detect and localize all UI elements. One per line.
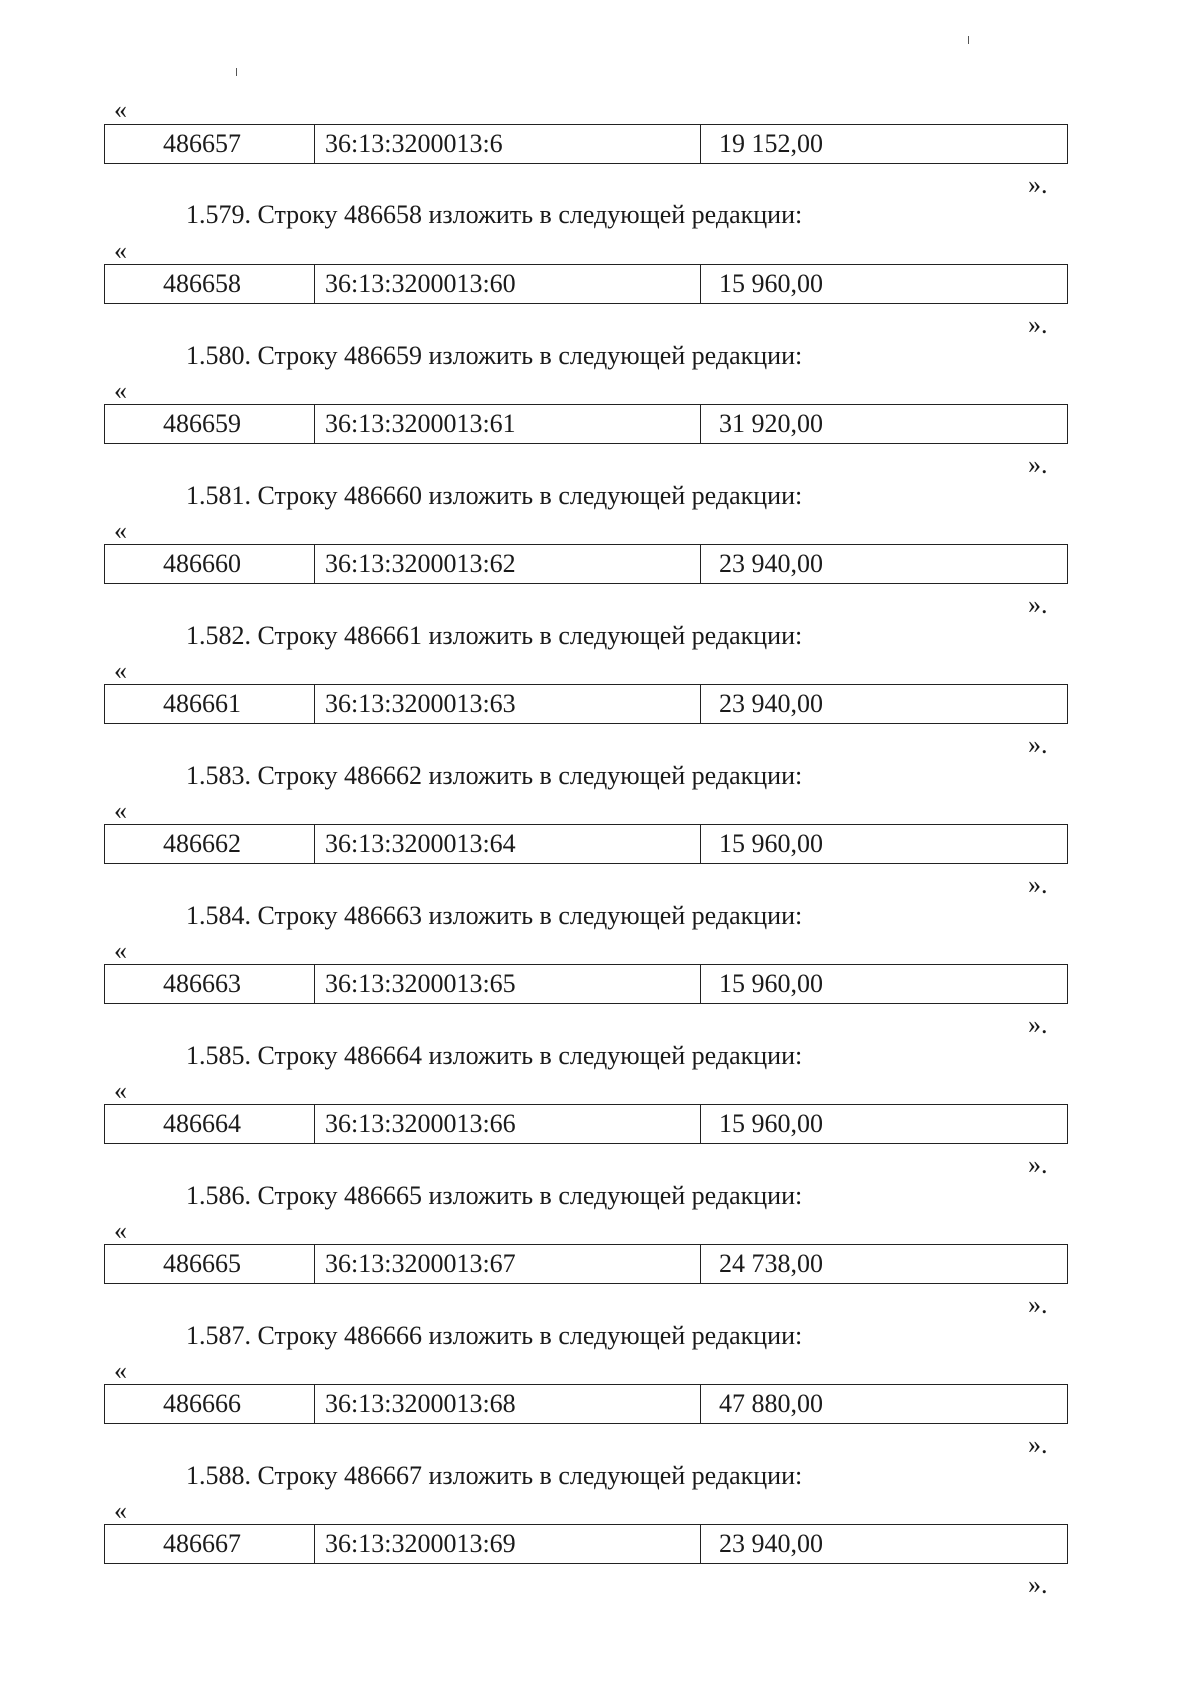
row-number: 486667 <box>105 1525 315 1563</box>
open-quote: « <box>114 516 127 545</box>
table-row <box>104 1244 1068 1284</box>
open-quote: « <box>114 936 127 965</box>
table-row <box>104 264 1068 304</box>
cadastral-value: 47 880,00 <box>719 1389 823 1418</box>
cadastral-value: 15 960,00 <box>719 829 823 858</box>
row-number: 486666 <box>105 1385 315 1423</box>
close-quote: ». <box>1028 310 1048 339</box>
close-quote: ». <box>1028 170 1048 199</box>
table-row <box>104 404 1068 444</box>
row-number: 486658 <box>105 265 315 303</box>
cadastral-value: 23 940,00 <box>719 549 823 578</box>
cadastral-value: 23 940,00 <box>719 689 823 718</box>
cadastral-number: 36:13:3200013:60 <box>315 265 701 303</box>
scan-mark <box>236 68 237 76</box>
open-quote: « <box>114 1496 127 1525</box>
open-quote: « <box>114 1356 127 1385</box>
amendment-heading: 1.582. Строку 486661 изложить в следующей редакции: <box>186 621 803 650</box>
open-quote: « <box>114 95 127 124</box>
cadastral-value: 31 920,00 <box>719 409 823 438</box>
row-number: 486662 <box>105 825 315 863</box>
cadastral-number: 36:13:3200013:68 <box>315 1385 701 1423</box>
amendment-heading: 1.583. Строку 486662 изложить в следующей редакции: <box>186 761 803 790</box>
close-quote: ». <box>1028 450 1048 479</box>
table-row <box>104 824 1068 864</box>
close-quote: ». <box>1028 870 1048 899</box>
close-quote: ». <box>1028 590 1048 619</box>
table-row <box>104 684 1068 724</box>
row-number: 486665 <box>105 1245 315 1283</box>
row-number: 486660 <box>105 545 315 583</box>
amendment-heading: 1.585. Строку 486664 изложить в следующей редакции: <box>186 1041 803 1070</box>
table-row <box>104 544 1068 584</box>
close-quote: ». <box>1028 730 1048 759</box>
table-row <box>104 1384 1068 1424</box>
cadastral-number: 36:13:3200013:65 <box>315 965 701 1003</box>
open-quote: « <box>114 1076 127 1105</box>
row-number: 486661 <box>105 685 315 723</box>
cadastral-value: 15 960,00 <box>719 1109 823 1138</box>
cadastral-number: 36:13:3200013:69 <box>315 1525 701 1563</box>
open-quote: « <box>114 796 127 825</box>
cadastral-number: 36:13:3200013:64 <box>315 825 701 863</box>
amendment-heading: 1.586. Строку 486665 изложить в следующей редакции: <box>186 1181 803 1210</box>
row-number: 486657 <box>105 125 315 163</box>
table-row <box>104 1104 1068 1144</box>
cadastral-value: 15 960,00 <box>719 969 823 998</box>
cadastral-number: 36:13:3200013:66 <box>315 1105 701 1143</box>
table-row <box>104 124 1068 164</box>
row-number: 486659 <box>105 405 315 443</box>
cadastral-value: 24 738,00 <box>719 1249 823 1278</box>
open-quote: « <box>114 376 127 405</box>
cadastral-number: 36:13:3200013:63 <box>315 685 701 723</box>
close-quote: ». <box>1028 1150 1048 1179</box>
close-quote: ». <box>1028 1290 1048 1319</box>
table-row <box>104 1524 1068 1564</box>
amendment-heading: 1.588. Строку 486667 изложить в следующей редакции: <box>186 1461 803 1490</box>
close-quote: ». <box>1028 1570 1048 1599</box>
open-quote: « <box>114 656 127 685</box>
close-quote: ». <box>1028 1010 1048 1039</box>
cadastral-value: 15 960,00 <box>719 269 823 298</box>
cadastral-number: 36:13:3200013:67 <box>315 1245 701 1283</box>
amendment-heading: 1.581. Строку 486660 изложить в следующей редакции: <box>186 481 803 510</box>
close-quote: ». <box>1028 1430 1048 1459</box>
cadastral-number: 36:13:3200013:62 <box>315 545 701 583</box>
amendment-heading: 1.584. Строку 486663 изложить в следующей редакции: <box>186 901 803 930</box>
open-quote: « <box>114 236 127 265</box>
cadastral-value: 23 940,00 <box>719 1529 823 1558</box>
cadastral-number: 36:13:3200013:61 <box>315 405 701 443</box>
amendment-heading: 1.579. Строку 486658 изложить в следующей редакции: <box>186 200 803 229</box>
open-quote: « <box>114 1216 127 1245</box>
row-number: 486663 <box>105 965 315 1003</box>
table-row <box>104 964 1068 1004</box>
amendment-heading: 1.580. Строку 486659 изложить в следующей редакции: <box>186 341 803 370</box>
row-number: 486664 <box>105 1105 315 1143</box>
scan-mark <box>968 36 969 44</box>
cadastral-number: 36:13:3200013:6 <box>315 125 701 163</box>
cadastral-value: 19 152,00 <box>719 129 823 158</box>
amendment-heading: 1.587. Строку 486666 изложить в следующей редакции: <box>186 1321 803 1350</box>
